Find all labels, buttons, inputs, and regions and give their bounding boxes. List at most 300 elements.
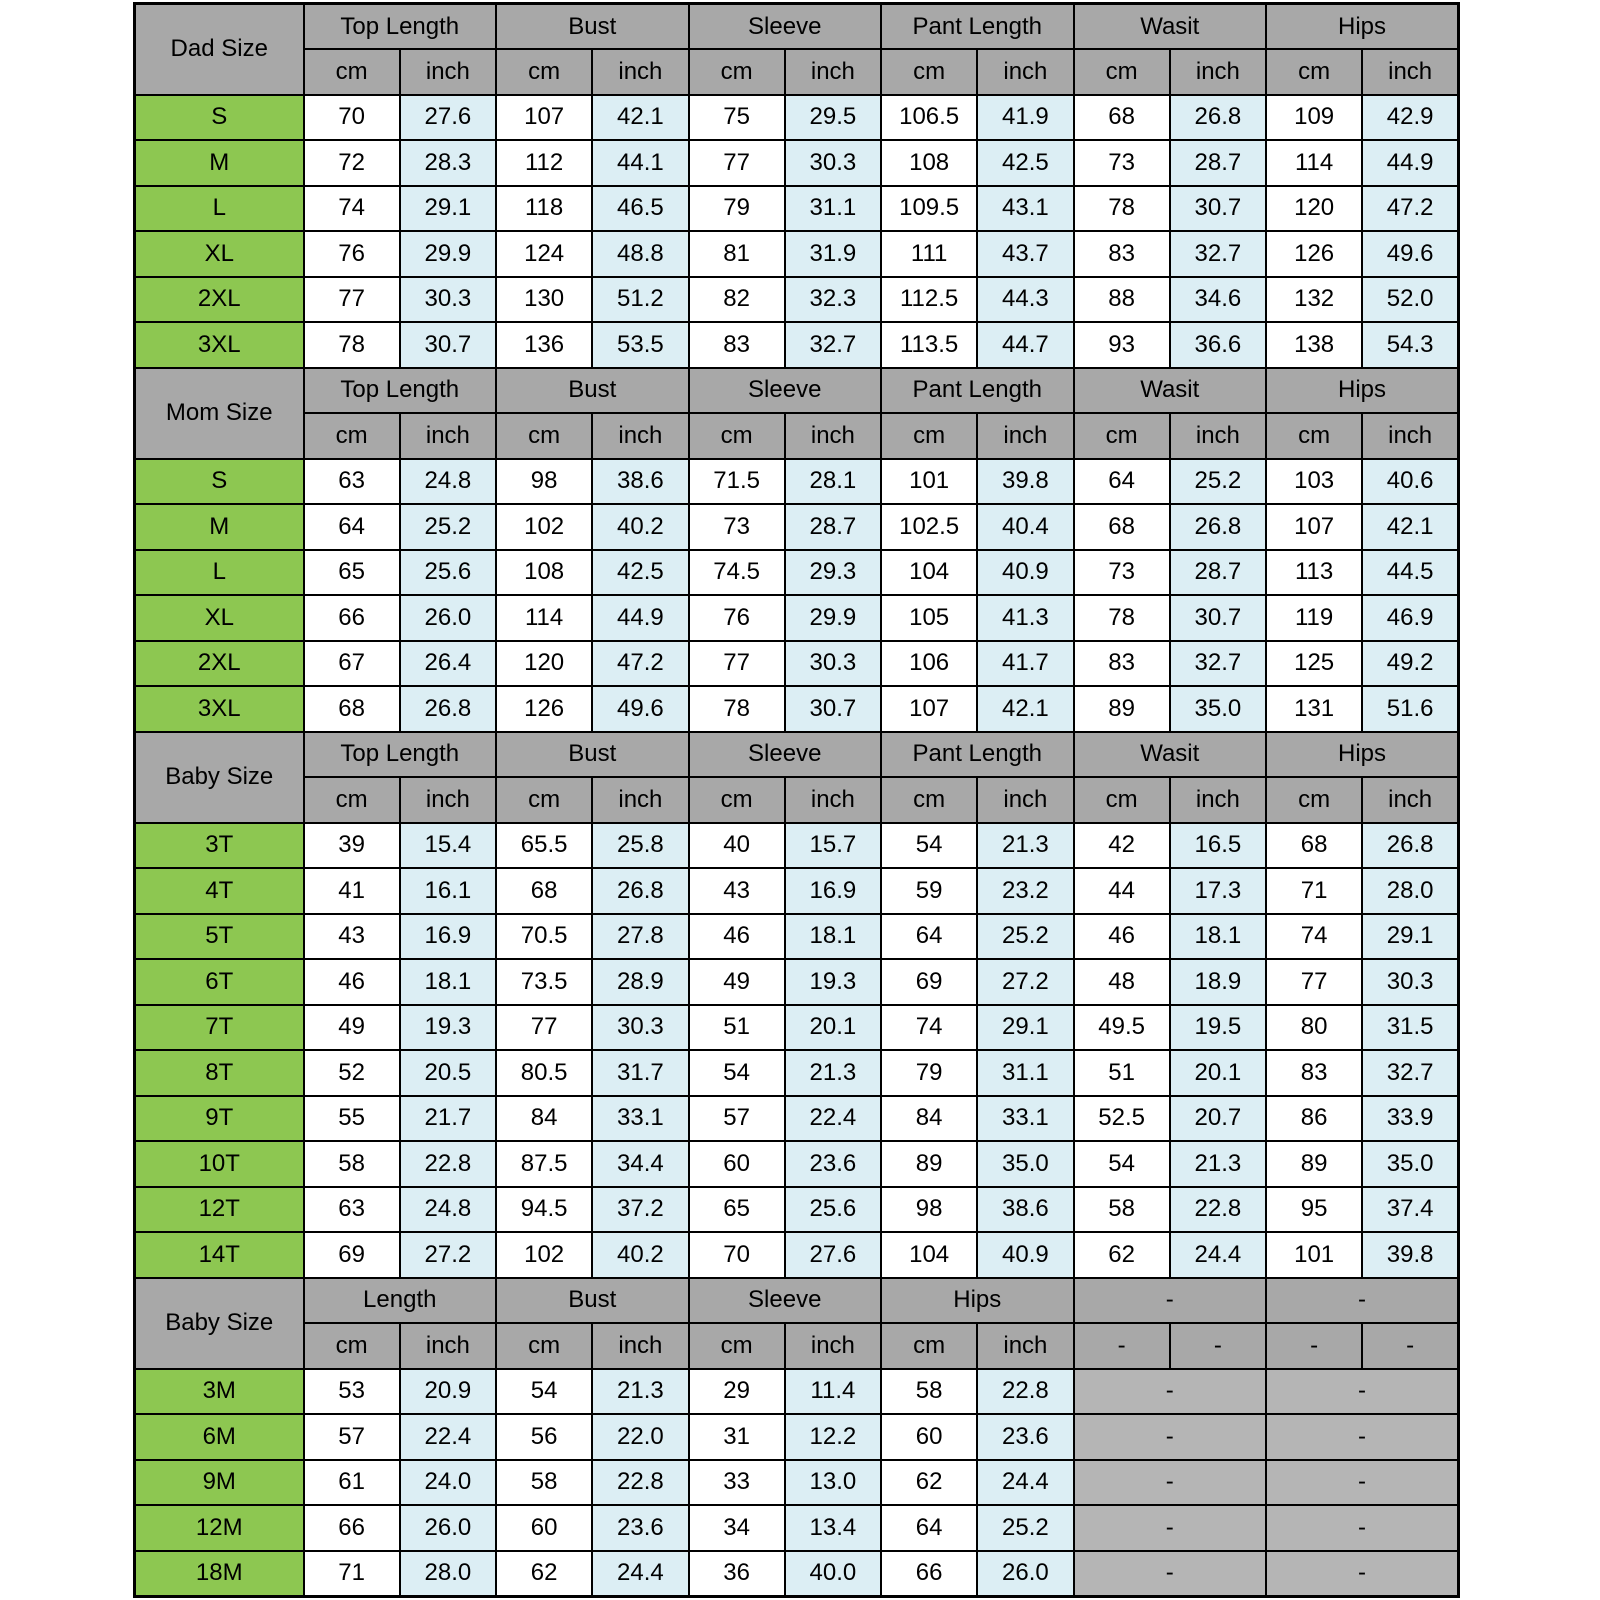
unit-header: inch (1362, 777, 1458, 823)
table-row (135, 641, 1459, 687)
value-cell: 18.9 (1170, 959, 1266, 1005)
value-cell: 21.3 (785, 1050, 881, 1096)
value-cell: 46 (304, 959, 400, 1005)
value-cell: 25.2 (1170, 459, 1266, 505)
value-cell: 34.4 (592, 1141, 688, 1187)
size-label: 14T (135, 1232, 304, 1278)
value-cell: 49 (304, 1005, 400, 1051)
unit-header: cm (689, 49, 785, 95)
value-cell: 22.8 (977, 1369, 1073, 1415)
value-cell: 25.2 (977, 1505, 1073, 1551)
value-cell: 41.7 (977, 641, 1073, 687)
value-cell: 30.3 (592, 1005, 688, 1051)
table-row (135, 868, 1459, 914)
measure-group-header: - (1074, 1278, 1267, 1324)
value-cell: 55 (304, 1096, 400, 1142)
value-cell: 89 (881, 1141, 977, 1187)
table-row (135, 1460, 1459, 1506)
value-cell: 62 (881, 1460, 977, 1506)
value-cell: 49.6 (1362, 231, 1458, 277)
value-cell: 23.6 (592, 1505, 688, 1551)
unit-header: inch (400, 413, 496, 459)
value-cell: 42.5 (977, 140, 1073, 186)
size-label: L (135, 550, 304, 596)
table-row (135, 686, 1459, 732)
size-label: 6T (135, 959, 304, 1005)
unit-header: inch (785, 1323, 881, 1369)
measure-group-header: Pant Length (881, 732, 1074, 778)
dash-cell: - (1266, 1460, 1459, 1506)
unit-header-row (135, 1323, 1459, 1369)
value-cell: 104 (881, 1232, 977, 1278)
value-cell: 30.3 (1362, 959, 1458, 1005)
value-cell: 64 (881, 1505, 977, 1551)
value-cell: 77 (304, 277, 400, 323)
table-row (135, 1551, 1459, 1597)
value-cell: 102 (496, 504, 592, 550)
value-cell: 48 (1074, 959, 1170, 1005)
size-label: 18M (135, 1551, 304, 1597)
value-cell: 40.4 (977, 504, 1073, 550)
value-cell: 49.5 (1074, 1005, 1170, 1051)
value-cell: 13.0 (785, 1460, 881, 1506)
value-cell: 77 (1266, 959, 1362, 1005)
value-cell: 17.3 (1170, 868, 1266, 914)
value-cell: 89 (1266, 1141, 1362, 1187)
value-cell: 84 (881, 1096, 977, 1142)
measure-group-header: Wasit (1074, 368, 1267, 414)
size-chart-table (133, 2, 1460, 1598)
value-cell: 40 (689, 823, 785, 869)
value-cell: 19.3 (785, 959, 881, 1005)
section-title: Baby Size (135, 1278, 304, 1369)
value-cell: 34 (689, 1505, 785, 1551)
value-cell: 64 (881, 914, 977, 960)
unit-header: cm (496, 1323, 592, 1369)
value-cell: 87.5 (496, 1141, 592, 1187)
value-cell: 47.2 (1362, 186, 1458, 232)
value-cell: 68 (496, 868, 592, 914)
value-cell: 18.1 (785, 914, 881, 960)
unit-header: cm (304, 49, 400, 95)
value-cell: 30.7 (1170, 595, 1266, 641)
value-cell: 57 (304, 1414, 400, 1460)
table-row (135, 1232, 1459, 1278)
value-cell: 119 (1266, 595, 1362, 641)
value-cell: 109 (1266, 95, 1362, 141)
value-cell: 65 (304, 550, 400, 596)
value-cell: 39.8 (977, 459, 1073, 505)
value-cell: 95 (1266, 1187, 1362, 1233)
value-cell: 77 (689, 641, 785, 687)
measure-group-header: Bust (496, 4, 689, 50)
value-cell: 21.7 (400, 1096, 496, 1142)
value-cell: 59 (881, 868, 977, 914)
value-cell: 53.5 (592, 322, 688, 368)
value-cell: 29.9 (785, 595, 881, 641)
unit-header: inch (785, 777, 881, 823)
table-row (135, 322, 1459, 368)
value-cell: 64 (304, 504, 400, 550)
table-row (135, 140, 1459, 186)
value-cell: 44.9 (592, 595, 688, 641)
value-cell: 26.8 (1362, 823, 1458, 869)
value-cell: 66 (304, 1505, 400, 1551)
unit-header: cm (881, 777, 977, 823)
table-row (135, 959, 1459, 1005)
dash-cell: - (1074, 1551, 1267, 1597)
unit-header: inch (592, 1323, 688, 1369)
value-cell: 70 (689, 1232, 785, 1278)
value-cell: 29 (689, 1369, 785, 1415)
value-cell: 82 (689, 277, 785, 323)
section-header-row (135, 4, 1459, 50)
table-row (135, 595, 1459, 641)
value-cell: 35.0 (1362, 1141, 1458, 1187)
value-cell: 46 (1074, 914, 1170, 960)
value-cell: 73 (1074, 550, 1170, 596)
value-cell: 26.8 (1170, 504, 1266, 550)
value-cell: 31 (689, 1414, 785, 1460)
value-cell: 77 (689, 140, 785, 186)
unit-header: cm (1266, 49, 1362, 95)
value-cell: 78 (689, 686, 785, 732)
value-cell: 66 (881, 1551, 977, 1597)
value-cell: 106 (881, 641, 977, 687)
value-cell: 31.9 (785, 231, 881, 277)
value-cell: 114 (1266, 140, 1362, 186)
value-cell: 18.1 (1170, 914, 1266, 960)
unit-header: cm (496, 777, 592, 823)
unit-header: cm (1074, 413, 1170, 459)
unit-header: - (1266, 1323, 1362, 1369)
value-cell: 30.3 (785, 140, 881, 186)
value-cell: 80.5 (496, 1050, 592, 1096)
value-cell: 23.2 (977, 868, 1073, 914)
size-label: 5T (135, 914, 304, 960)
value-cell: 38.6 (592, 459, 688, 505)
value-cell: 32.3 (785, 277, 881, 323)
value-cell: 71 (304, 1551, 400, 1597)
value-cell: 83 (689, 322, 785, 368)
value-cell: 113 (1266, 550, 1362, 596)
unit-header: - (1074, 1323, 1170, 1369)
value-cell: 52.0 (1362, 277, 1458, 323)
value-cell: 102 (496, 1232, 592, 1278)
value-cell: 28.0 (1362, 868, 1458, 914)
value-cell: 30.7 (785, 686, 881, 732)
value-cell: 74.5 (689, 550, 785, 596)
value-cell: 40.9 (977, 550, 1073, 596)
value-cell: 60 (689, 1141, 785, 1187)
unit-header: cm (1266, 777, 1362, 823)
unit-header: cm (881, 1323, 977, 1369)
value-cell: 62 (1074, 1232, 1170, 1278)
unit-header: inch (400, 49, 496, 95)
value-cell: 81 (689, 231, 785, 277)
value-cell: 19.5 (1170, 1005, 1266, 1051)
value-cell: 78 (1074, 186, 1170, 232)
value-cell: 22.8 (400, 1141, 496, 1187)
value-cell: 68 (304, 686, 400, 732)
value-cell: 83 (1074, 231, 1170, 277)
value-cell: 69 (881, 959, 977, 1005)
value-cell: 18.1 (400, 959, 496, 1005)
value-cell: 23.6 (977, 1414, 1073, 1460)
measure-group-header: Hips (881, 1278, 1074, 1324)
value-cell: 62 (496, 1551, 592, 1597)
value-cell: 16.5 (1170, 823, 1266, 869)
value-cell: 58 (881, 1369, 977, 1415)
value-cell: 51.6 (1362, 686, 1458, 732)
value-cell: 22.4 (400, 1414, 496, 1460)
unit-header: inch (785, 413, 881, 459)
value-cell: 53 (304, 1369, 400, 1415)
value-cell: 60 (496, 1505, 592, 1551)
table-row (135, 1005, 1459, 1051)
value-cell: 104 (881, 550, 977, 596)
measure-group-header: Top Length (304, 732, 497, 778)
value-cell: 65.5 (496, 823, 592, 869)
value-cell: 24.4 (1170, 1232, 1266, 1278)
size-label: 9M (135, 1460, 304, 1506)
value-cell: 130 (496, 277, 592, 323)
value-cell: 107 (496, 95, 592, 141)
unit-header-row (135, 49, 1459, 95)
table-row (135, 231, 1459, 277)
value-cell: 52 (304, 1050, 400, 1096)
unit-header-row (135, 413, 1459, 459)
value-cell: 16.1 (400, 868, 496, 914)
value-cell: 22.8 (592, 1460, 688, 1506)
value-cell: 31.5 (1362, 1005, 1458, 1051)
value-cell: 66 (304, 595, 400, 641)
value-cell: 61 (304, 1460, 400, 1506)
value-cell: 46.5 (592, 186, 688, 232)
section-header-row (135, 732, 1459, 778)
unit-header: - (1362, 1323, 1458, 1369)
value-cell: 41.9 (977, 95, 1073, 141)
value-cell: 77 (496, 1005, 592, 1051)
value-cell: 28.0 (400, 1551, 496, 1597)
value-cell: 126 (496, 686, 592, 732)
size-label: 2XL (135, 277, 304, 323)
value-cell: 44.9 (1362, 140, 1458, 186)
value-cell: 32.7 (1170, 641, 1266, 687)
value-cell: 57 (689, 1096, 785, 1142)
table-row (135, 1505, 1459, 1551)
size-label: 7T (135, 1005, 304, 1051)
section-title: Baby Size (135, 732, 304, 823)
value-cell: 34.6 (1170, 277, 1266, 323)
value-cell: 98 (496, 459, 592, 505)
value-cell: 44.3 (977, 277, 1073, 323)
unit-header: inch (592, 777, 688, 823)
value-cell: 40.2 (592, 504, 688, 550)
size-label: 2XL (135, 641, 304, 687)
dash-cell: - (1266, 1369, 1459, 1415)
value-cell: 35.0 (977, 1141, 1073, 1187)
unit-header: inch (977, 413, 1073, 459)
value-cell: 63 (304, 459, 400, 505)
value-cell: 83 (1074, 641, 1170, 687)
value-cell: 30.3 (400, 277, 496, 323)
value-cell: 20.7 (1170, 1096, 1266, 1142)
measure-group-header: Sleeve (689, 368, 882, 414)
value-cell: 70.5 (496, 914, 592, 960)
value-cell: 43.1 (977, 186, 1073, 232)
value-cell: 24.0 (400, 1460, 496, 1506)
value-cell: 58 (496, 1460, 592, 1506)
value-cell: 105 (881, 595, 977, 641)
unit-header: cm (496, 49, 592, 95)
size-label: M (135, 140, 304, 186)
value-cell: 35.0 (1170, 686, 1266, 732)
table-row (135, 1414, 1459, 1460)
value-cell: 26.0 (400, 595, 496, 641)
value-cell: 20.5 (400, 1050, 496, 1096)
unit-header: cm (304, 1323, 400, 1369)
value-cell: 74 (1266, 914, 1362, 960)
value-cell: 124 (496, 231, 592, 277)
dash-cell: - (1266, 1551, 1459, 1597)
value-cell: 52.5 (1074, 1096, 1170, 1142)
value-cell: 112.5 (881, 277, 977, 323)
value-cell: 40.2 (592, 1232, 688, 1278)
unit-header: cm (304, 777, 400, 823)
value-cell: 15.7 (785, 823, 881, 869)
table-row (135, 1187, 1459, 1233)
value-cell: 101 (881, 459, 977, 505)
value-cell: 25.2 (977, 914, 1073, 960)
value-cell: 22.0 (592, 1414, 688, 1460)
value-cell: 44.7 (977, 322, 1073, 368)
unit-header: inch (1170, 777, 1266, 823)
value-cell: 42.1 (1362, 504, 1458, 550)
value-cell: 30.3 (785, 641, 881, 687)
value-cell: 29.9 (400, 231, 496, 277)
value-cell: 112 (496, 140, 592, 186)
value-cell: 20.9 (400, 1369, 496, 1415)
unit-header: inch (1362, 49, 1458, 95)
unit-header: inch (1362, 413, 1458, 459)
value-cell: 37.4 (1362, 1187, 1458, 1233)
value-cell: 19.3 (400, 1005, 496, 1051)
value-cell: 28.9 (592, 959, 688, 1005)
measure-group-header: Sleeve (689, 4, 882, 50)
table-row (135, 504, 1459, 550)
value-cell: 20.1 (1170, 1050, 1266, 1096)
table-row (135, 1096, 1459, 1142)
value-cell: 39.8 (1362, 1232, 1458, 1278)
unit-header: inch (400, 777, 496, 823)
unit-header: inch (592, 413, 688, 459)
value-cell: 120 (496, 641, 592, 687)
value-cell: 37.2 (592, 1187, 688, 1233)
value-cell: 32.7 (1362, 1050, 1458, 1096)
measure-group-header: Hips (1266, 4, 1459, 50)
value-cell: 83 (1266, 1050, 1362, 1096)
size-label: M (135, 504, 304, 550)
size-label: 4T (135, 868, 304, 914)
value-cell: 54 (1074, 1141, 1170, 1187)
value-cell: 89 (1074, 686, 1170, 732)
table-row (135, 823, 1459, 869)
measure-group-header: Sleeve (689, 1278, 882, 1324)
measure-group-header: Length (304, 1278, 497, 1324)
unit-header: cm (689, 413, 785, 459)
size-label: XL (135, 231, 304, 277)
value-cell: 46 (689, 914, 785, 960)
unit-header-row (135, 777, 1459, 823)
value-cell: 56 (496, 1414, 592, 1460)
value-cell: 30.7 (400, 322, 496, 368)
value-cell: 27.6 (400, 95, 496, 141)
value-cell: 103 (1266, 459, 1362, 505)
table-row (135, 914, 1459, 960)
value-cell: 26.8 (400, 686, 496, 732)
value-cell: 30.7 (1170, 186, 1266, 232)
value-cell: 54 (496, 1369, 592, 1415)
unit-header: - (1170, 1323, 1266, 1369)
size-label: 9T (135, 1096, 304, 1142)
value-cell: 23.6 (785, 1141, 881, 1187)
unit-header: cm (1074, 49, 1170, 95)
value-cell: 39 (304, 823, 400, 869)
unit-header: inch (977, 1323, 1073, 1369)
value-cell: 32.7 (785, 322, 881, 368)
value-cell: 108 (496, 550, 592, 596)
value-cell: 11.4 (785, 1369, 881, 1415)
unit-header: inch (1170, 49, 1266, 95)
value-cell: 84 (496, 1096, 592, 1142)
value-cell: 93 (1074, 322, 1170, 368)
size-label: XL (135, 595, 304, 641)
dash-cell: - (1266, 1414, 1459, 1460)
value-cell: 16.9 (785, 868, 881, 914)
value-cell: 98 (881, 1187, 977, 1233)
value-cell: 69 (304, 1232, 400, 1278)
value-cell: 73.5 (496, 959, 592, 1005)
value-cell: 20.1 (785, 1005, 881, 1051)
value-cell: 131 (1266, 686, 1362, 732)
unit-header: cm (881, 413, 977, 459)
value-cell: 76 (689, 595, 785, 641)
section-header-row (135, 1278, 1459, 1324)
measure-group-header: Pant Length (881, 4, 1074, 50)
value-cell: 111 (881, 231, 977, 277)
value-cell: 42.5 (592, 550, 688, 596)
dash-cell: - (1074, 1460, 1267, 1506)
value-cell: 28.7 (785, 504, 881, 550)
size-label: 3T (135, 823, 304, 869)
unit-header: inch (977, 777, 1073, 823)
value-cell: 33.1 (592, 1096, 688, 1142)
value-cell: 49.2 (1362, 641, 1458, 687)
value-cell: 27.2 (400, 1232, 496, 1278)
value-cell: 26.0 (400, 1505, 496, 1551)
size-label: L (135, 186, 304, 232)
size-label: 3M (135, 1369, 304, 1415)
value-cell: 101 (1266, 1232, 1362, 1278)
value-cell: 54 (689, 1050, 785, 1096)
value-cell: 43 (689, 868, 785, 914)
value-cell: 71.5 (689, 459, 785, 505)
section-title: Mom Size (135, 368, 304, 459)
unit-header: cm (689, 1323, 785, 1369)
table-row (135, 186, 1459, 232)
value-cell: 49 (689, 959, 785, 1005)
